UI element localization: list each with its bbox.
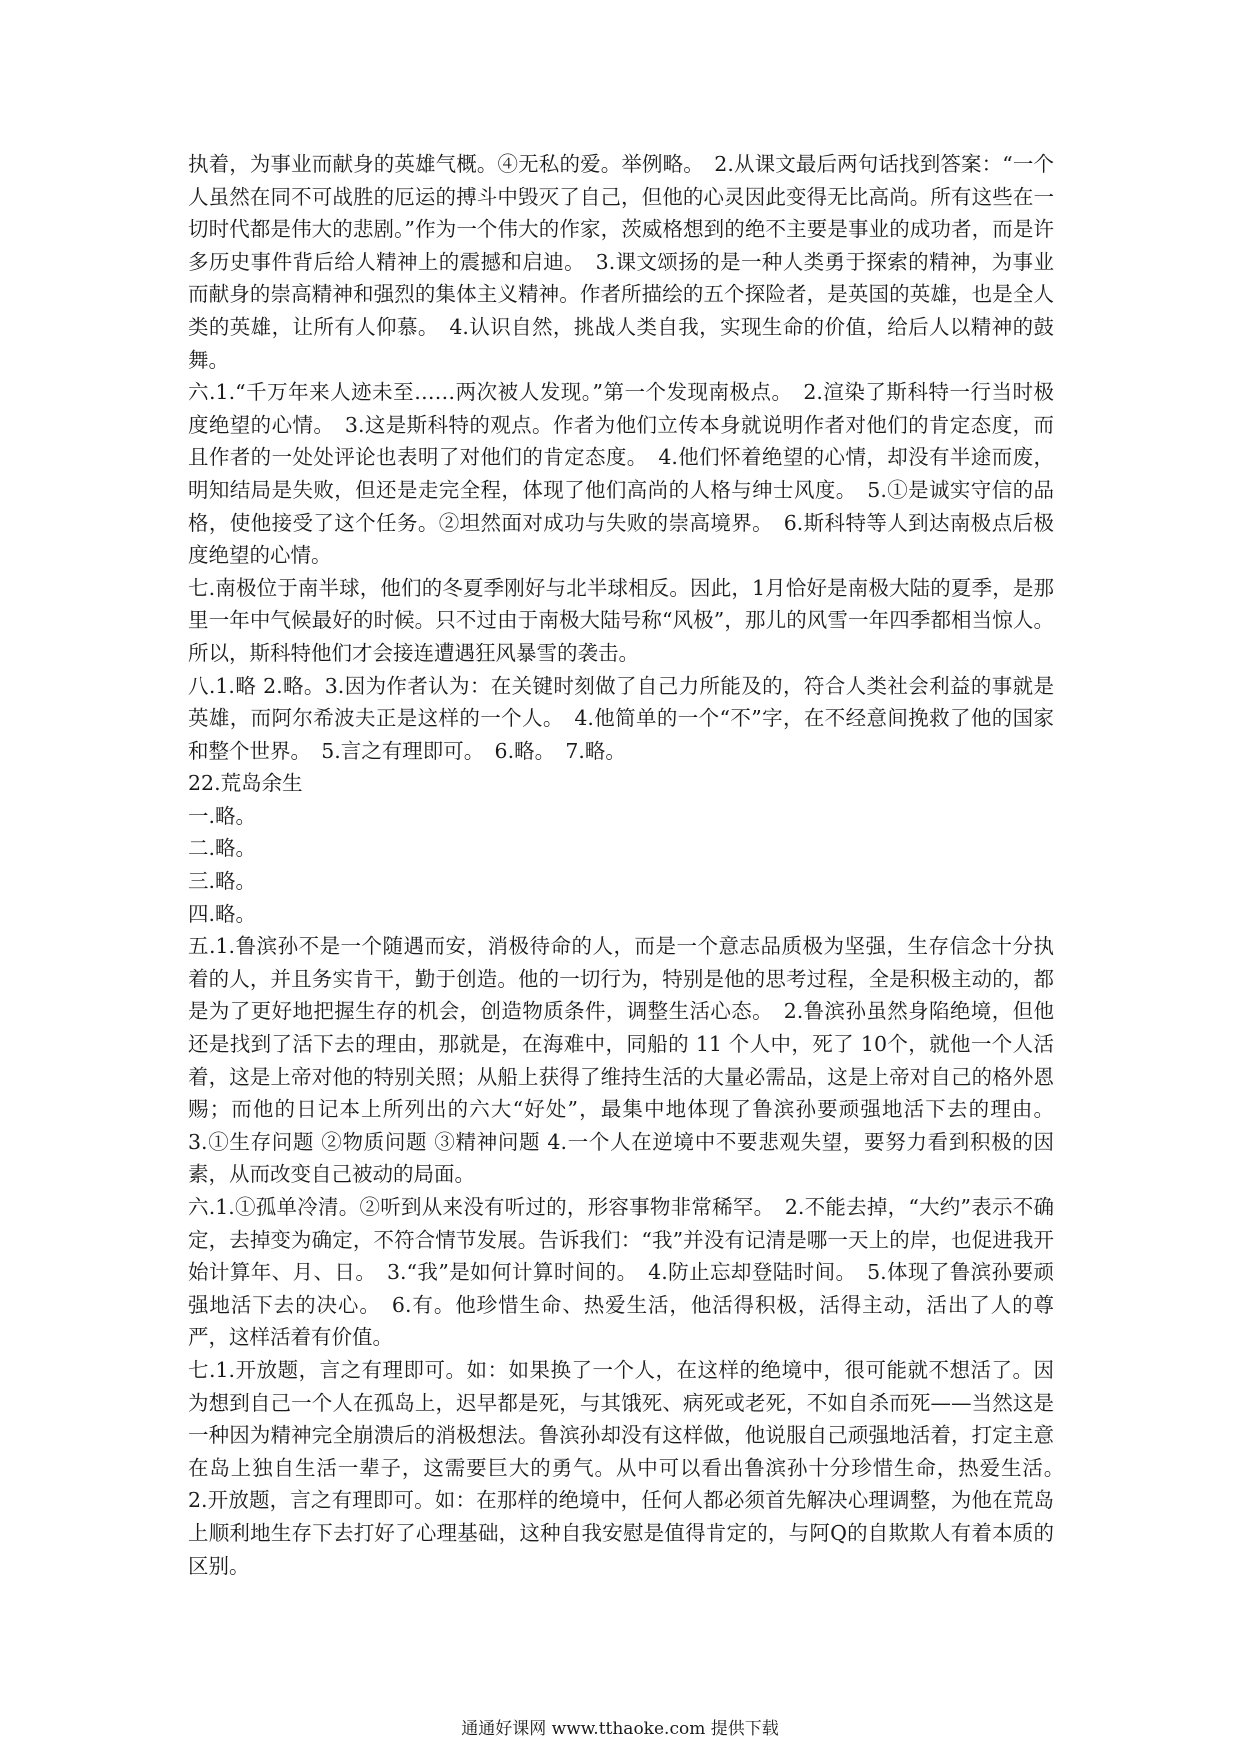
paragraph: 五.1.鲁滨孙不是一个随遇而安，消极待命的人，而是一个意志品质极为坚强，生存信念十分执着的人，并且务实肯干，勤于创造。他的一切行为，特别是他的思考过程，全是积极主动的，都是为了更好地把握生存的机会，创造物质条件，调整生活心态。 2.鲁滨孙虽然身陷绝境，但他还是找到了活下去的理由，那就是，在海难中，同船的 11 个人中，死了 10个，就他一个人活着，这是上帝对他的特别关照；从船上获得了维持生活的大量必需品，这是上帝对自己的格外恩赐；而他的日记本上所列出的六大“好处”，最集中地体现了鲁滨孙要顽强地活下去的理由。 3.①生存问题 ②物质问题 ③精神问题 4.一个人在逆境中不要悲观失望，要努力看到积极的因素，从而改变自己被动的局面。 bbox=[188, 934, 1054, 1187]
answer-page bbox=[188, 148, 1075, 1582]
paragraph: 一.略。 bbox=[188, 803, 257, 828]
paragraph: 执着，为事业而献身的英雄气概。④无私的爱。举例略。 2.从课文最后两句话找到答案：“一个人虽然在同不可战胜的厄运的搏斗中毁灭了自己，但他的心灵因此变得无比高尚。所有这些在一切时代都是伟大的悲剧。”作为一个伟大的作家，茨威格想到的绝不主要是事业的成功者，而是许多历史事件背后给人精神上的震撼和启迪。 3.课文颂扬的是一种人类勇于探索的精神，为事业而献身的崇高精神和强烈的集体主义精神。作者所描绘的五个探险者，是英国的英雄，也是全人类的英雄，让所有人仰慕。 4.认识自然，挑战人类自我，实现生命的价值，给后人以精神的鼓舞。 bbox=[188, 152, 1054, 372]
paragraph: 二.略。 bbox=[188, 836, 257, 861]
paragraph: 三.略。 bbox=[188, 869, 257, 894]
paragraph: 六.1.①孤单冷清。②听到从来没有听过的，形容事物非常稀罕。 2.不能去掉，“大约”表示不确定，去掉变为确定，不符合情节发展。告诉我们：“我”并没有记清是哪一天上的岸，也促进我开始计算年、月、日。 3.“我”是如何计算时间的。 4.防止忘却登陆时间。 5.体现了鲁滨孙要顽强地活下去的决心。 6.有。他珍惜生命、热爱生活，他活得积极，活得主动，活出了人的尊严，这样活着有价值。 bbox=[188, 1195, 1054, 1350]
paragraph: 六.1.“千万年来人迹未至……两次被人发现。”第一个发现南极点。 2.渲染了斯科特一行当时极度绝望的心情。 3.这是斯科特的观点。作者为他们立传本身就说明作者对他们的肯定态度，而且作者的一处处评论也表明了对他们的肯定态度。 4.他们怀着绝望的心情，却没有半途而废，明知结局是失败，但还是走完全程，体现了他们高尚的人格与绅士风度。 5.①是诚实守信的品格，使他接受了这个任务。②坦然面对成功与失败的崇高境界。 6.斯科特等人到达南极点后极度绝望的心情。 bbox=[188, 380, 1054, 568]
paragraph: 七.1.开放题，言之有理即可。如：如果换了一个人，在这样的绝境中，很可能就不想活了。因为想到自己一个人在孤岛上，迟早都是死，与其饿死、病死或老死，不如自杀而死——当然这是一种因为精神完全崩溃后的消极想法。鲁滨孙却没有这样做，他说服自己顽强地活着，打定主意在岛上独自生活一辈子，这需要巨大的勇气。从中可以看出鲁滨孙十分珍惜生命，热爱生活。 2.开放题，言之有理即可。如：在那样的绝境中，任何人都必须首先解决心理调整，为他在荒岛上顺利地生存下去打好了心理基础，这种自我安慰是值得肯定的，与阿Q的自欺欺人有着本质的区别。 bbox=[188, 1357, 1075, 1578]
section-heading: 22.荒岛余生 bbox=[188, 771, 303, 796]
paragraph: 七.南极位于南半球，他们的冬夏季刚好与北半球相反。因此，1月恰好是南极大陆的夏季，是那里一年中气候最好的时候。只不过由于南极大陆号称“风极”，那儿的风雪一年四季都相当惊人。所以，斯科特他们才会接连遭遇狂风暴雪的袭击。 bbox=[188, 575, 1054, 665]
page-footer: 通通好课网 www.tthaoke.com 提供下载 bbox=[461, 1719, 779, 1739]
paragraph: 四.略。 bbox=[188, 901, 257, 926]
paragraph: 八.1.略 2.略。3.因为作者认为：在关键时刻做了自己力所能及的，符合人类社会利益的事就是英雄，而阿尔希波夫正是这样的一个人。 4.他简单的一个“不”字，在不经意间挽救了他的国家和整个世界。 5.言之有理即可。 6.略。 7.略。 bbox=[188, 673, 1054, 763]
